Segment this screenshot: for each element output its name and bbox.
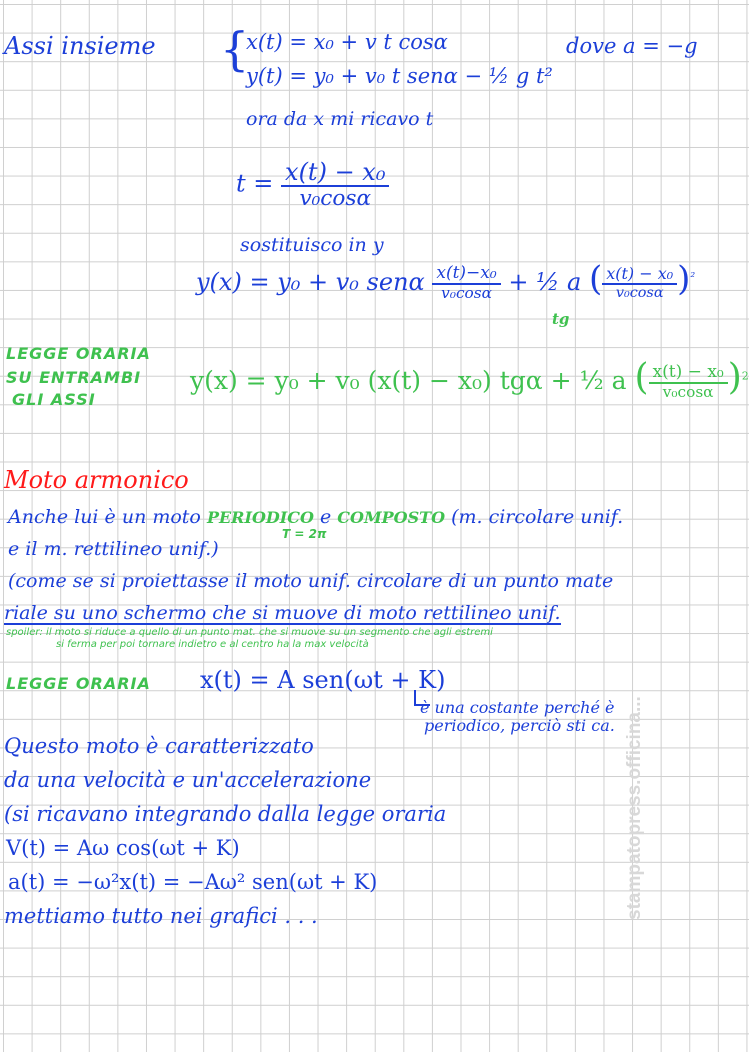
legge-fraction-denominator: v₀cosα — [662, 383, 714, 402]
section-title-assi-insieme: Assi insieme — [4, 32, 156, 60]
equation-y-of-x — [196, 259, 696, 303]
t-lhs: t = — [236, 169, 274, 198]
label-gli-assi: GLI ASSI — [12, 390, 96, 409]
yx-paren-fraction — [602, 266, 677, 300]
legge-paren-open: ( — [634, 357, 649, 398]
tg-annotation: tg — [552, 310, 570, 328]
watermark: stampatopress.officina... — [624, 696, 645, 920]
yx-half-a: + ½ a — [508, 268, 582, 296]
text-caratterizzato-3: (si ricavano integrando dalla legge oraria — [4, 802, 447, 826]
period-annotation: T = 2π — [282, 527, 327, 541]
text-caratterizzato-2: da una velocità e un'accelerazione — [4, 768, 372, 792]
t-numerator: x(t) − x₀ — [281, 160, 389, 187]
moto-line-1-mid: e — [319, 506, 332, 528]
moto-periodico: PERIODICO — [206, 508, 314, 527]
note-dove: dove a = −g — [566, 34, 698, 58]
legge-paren-close: ) — [727, 357, 742, 398]
moto-line-3: (come se si proiettasse il moto unif. circolare di un punto mate — [8, 570, 614, 592]
text-sostituisco: sostituisco in y — [240, 234, 384, 256]
label-legge-oraria: LEGGE ORARIA — [6, 344, 151, 363]
yx-exponent: ² — [690, 270, 696, 284]
equation-legge-oraria-assi — [190, 357, 749, 402]
legge-exponent: 2 — [741, 369, 749, 383]
t-denominator: v₀cosα — [299, 186, 372, 211]
yx-fraction-numerator: x(t)−x₀ — [432, 265, 500, 285]
equation-t — [236, 160, 389, 210]
yx-paren-open: ( — [588, 259, 603, 299]
note-costante-2: periodico, perciò sti ca. — [424, 716, 615, 735]
equation-legge-armonica: x(t) = A sen(ωt + K) — [200, 666, 446, 694]
equation-accelerazione: a(t) = −ω²x(t) = −Aω² sen(ωt + K) — [8, 870, 378, 894]
legge-fraction-numerator: x(t) − x₀ — [649, 364, 728, 384]
yx-paren-numerator: x(t) − x₀ — [602, 266, 677, 285]
yx-paren-close: ) — [677, 259, 691, 299]
spoiler-line-2: si ferma per poi tornare indietro e al centro ha la max velocità — [56, 639, 369, 650]
moto-line-1-pre: Anche lui è un moto — [8, 506, 201, 528]
label-legge-oraria-armonica: LEGGE ORARIA — [6, 674, 151, 693]
yx-fraction — [432, 265, 500, 301]
legge-main: y(x) = y₀ + v₀ (x(t) − x₀) tgα + ½ a — [190, 366, 627, 395]
label-su-entrambi: SU ENTRAMBI — [6, 368, 142, 387]
moto-composto: COMPOSTO — [337, 508, 446, 527]
text-ricavo-t: ora da x mi ricavo t — [246, 108, 434, 130]
moto-line-4: riale su uno schermo che si muove di moto rettilineo unif. — [4, 602, 561, 624]
text-caratterizzato-1: Questo moto è caratterizzato — [4, 734, 314, 758]
system-brace: { — [220, 22, 250, 76]
equation-velocita: V(t) = Aω cos(ωt + K) — [6, 836, 240, 860]
yx-paren-denominator: v₀cosα — [615, 285, 664, 302]
moto-line-1 — [8, 508, 623, 527]
spoiler-line-1: spoiler: il moto si riduce a quello di un punto mat. che si muove su un segmento che agli estremi — [6, 627, 493, 638]
section-title-moto-armonico: Moto armonico — [4, 466, 189, 494]
t-fraction — [281, 160, 389, 210]
moto-line-1-post: (m. circolare unif. — [451, 506, 624, 528]
equation-x-of-t: x(t) = x₀ + v t cosα — [246, 30, 448, 54]
equation-y-of-t: y(t) = y₀ + v₀ t senα − ½ g t² — [246, 64, 553, 88]
yx-lhs: y(x) = y₀ + v₀ senα — [196, 268, 425, 296]
moto-line-2: e il m. rettilineo unif.) — [8, 538, 219, 560]
text-mettiamo-grafici: mettiamo tutto nei grafici . . . — [4, 904, 318, 928]
legge-fraction — [649, 364, 728, 400]
yx-fraction-denominator: v₀cosα — [441, 284, 492, 303]
note-costante-1: è una costante perché è — [420, 698, 615, 717]
